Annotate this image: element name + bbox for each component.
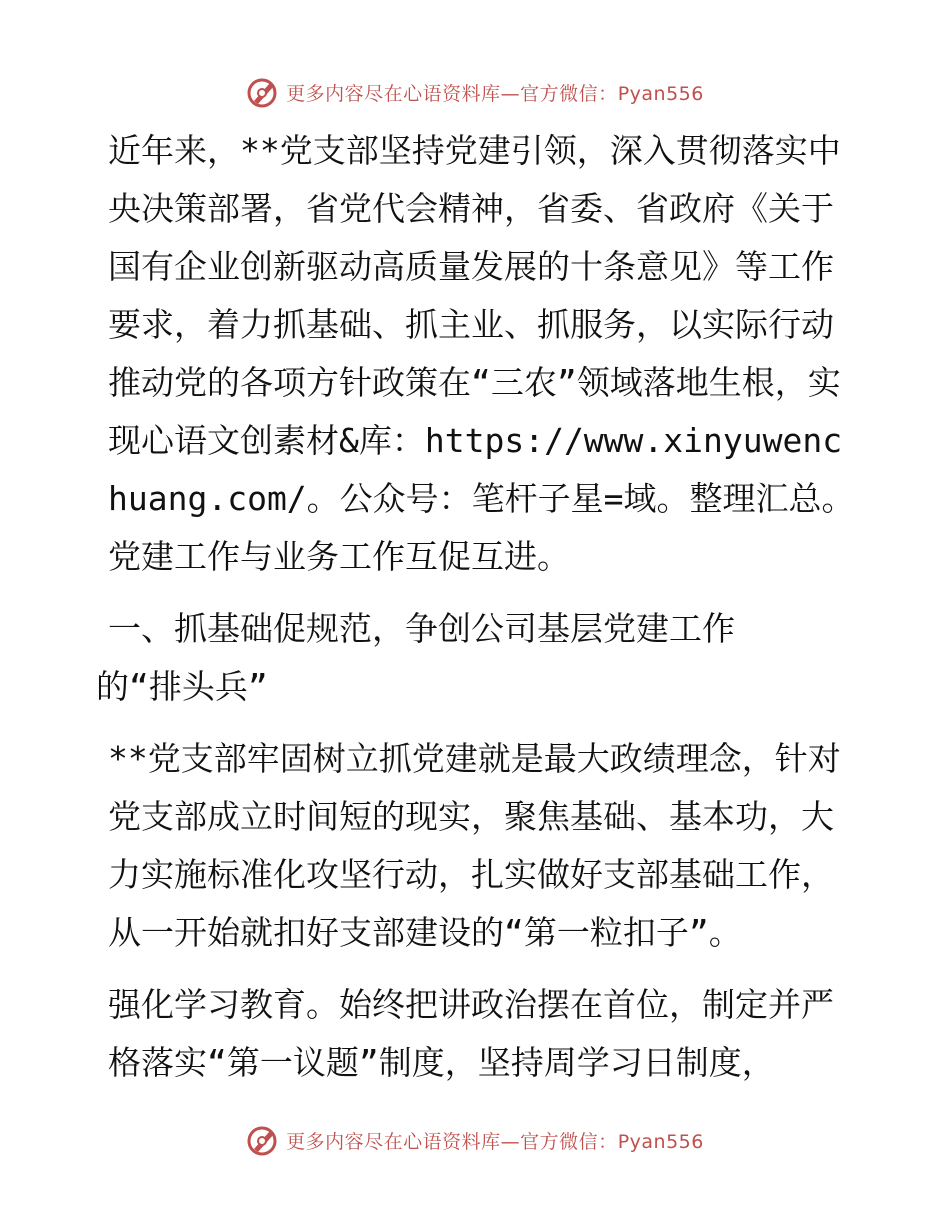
watermark-banner-top (0, 72, 950, 112)
document-body (96, 122, 856, 1106)
watermark-text: 更多内容尽在心语资料库—官方微信：Pyan556 (286, 1130, 704, 1153)
body-paragraph: 强化学习教育。始终把讲政治摆在首位，制定并严格落实“第一议题”制度，坚持周学习日制度， (108, 985, 834, 1082)
watermark-banner-bottom (0, 1120, 950, 1160)
intro-paragraph: 近年来，**党支部坚持党建引领，深入贯彻落实中央决策部署，省党代会精神，省委、省政府《关于国有企业创新驱动高质量发展的十条意见》等工作要求，着力抓基础、抓主业、抓服务，以实际行动推动党的各项方针政策在“三农”领域落地生根，实现心语文创素材&库：https://www.xinyuwenchuang.com/。公众号：笔杆子星=域。整理汇总。党建工作与业务工作互促互进。 (108, 131, 855, 576)
section-heading-line-2: 的“排头兵” (96, 667, 268, 706)
watermark-inner (246, 1123, 704, 1157)
section-heading (96, 600, 856, 716)
pen-logo-icon (246, 1123, 280, 1157)
watermark-inner (246, 75, 704, 109)
pen-logo-icon (246, 75, 280, 109)
watermark-text: 更多内容尽在心语资料库—官方微信：Pyan556 (286, 82, 704, 105)
section-heading-line-1: 一、抓基础促规范，争创公司基层党建工作 (108, 609, 735, 648)
body-paragraph: **党支部牢固树立抓党建就是最大政绩理念，针对党支部成立时间短的现实，聚焦基础、基本功，大力实施标准化攻坚行动，扎实做好支部基础工作，从一开始就扣好支部建设的“第一粒扣子”。 (108, 739, 841, 952)
